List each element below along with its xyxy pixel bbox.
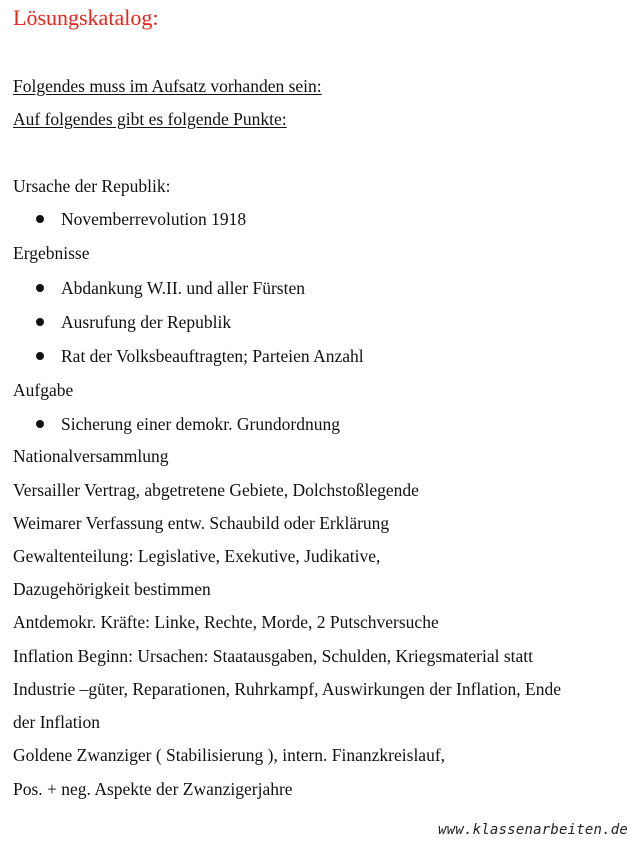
text-line: Weimarer Verfassung entw. Schaubild oder Erklärung [13, 513, 390, 533]
bullet-icon [36, 318, 44, 326]
text-line: Antdemokr. Kräfte: Linke, Rechte, Morde, 2 Putschversuche [13, 612, 439, 632]
text-line: der Inflation [13, 712, 100, 732]
section-aufgabe: Aufgabe [13, 380, 74, 400]
list-item-text: Sicherung einer demokr. Grundordnung [61, 414, 340, 434]
text-line: Versailler Vertrag, abgetretene Gebiete, Dolchstoßlegende [13, 480, 419, 500]
heading-points: Auf folgendes gibt es folgende Punkte: [13, 109, 287, 129]
list-item-text: Ausrufung der Republik [61, 312, 232, 332]
text-line: Goldene Zwanziger ( Stabilisierung ), intern. Finanzkreislauf, [13, 745, 446, 765]
text-line: Pos. + neg. Aspekte der Zwanzigerjahre [13, 779, 293, 799]
heading-requirements: Folgendes muss im Aufsatz vorhanden sein: [13, 76, 322, 96]
text-line: Inflation Beginn: Ursachen: Staatausgaben, Schulden, Kriegsmaterial statt [13, 646, 533, 666]
bullet-icon [36, 420, 44, 428]
list-item [36, 277, 305, 299]
list-item-text: Abdankung W.II. und aller Fürsten [61, 278, 305, 298]
text-line: Industrie –güter, Reparationen, Ruhrkampf, Auswirkungen der Inflation, Ende [13, 679, 561, 699]
list-item [36, 208, 246, 230]
text-line: Nationalversammlung [13, 446, 169, 466]
bullet-icon [36, 352, 44, 360]
list-item [36, 311, 231, 333]
list-item-text: Rat der Volksbeauftragten; Parteien Anzahl [61, 346, 364, 366]
list-item-text: Novemberrevolution 1918 [61, 209, 247, 229]
section-ursache: Ursache der Republik: [13, 176, 171, 196]
list-item [36, 413, 340, 435]
bullet-icon [36, 284, 44, 292]
list-item [36, 345, 364, 367]
text-line: Gewaltenteilung: Legislative, Exekutive, Judikative, [13, 546, 381, 566]
text-line: Dazugehörigkeit bestimmen [13, 579, 211, 599]
page-title: Lösungskatalog: [13, 5, 159, 30]
section-ergebnisse: Ergebnisse [13, 243, 90, 263]
watermark: www.klassenarbeiten.de [438, 822, 628, 838]
bullet-icon [36, 215, 44, 223]
